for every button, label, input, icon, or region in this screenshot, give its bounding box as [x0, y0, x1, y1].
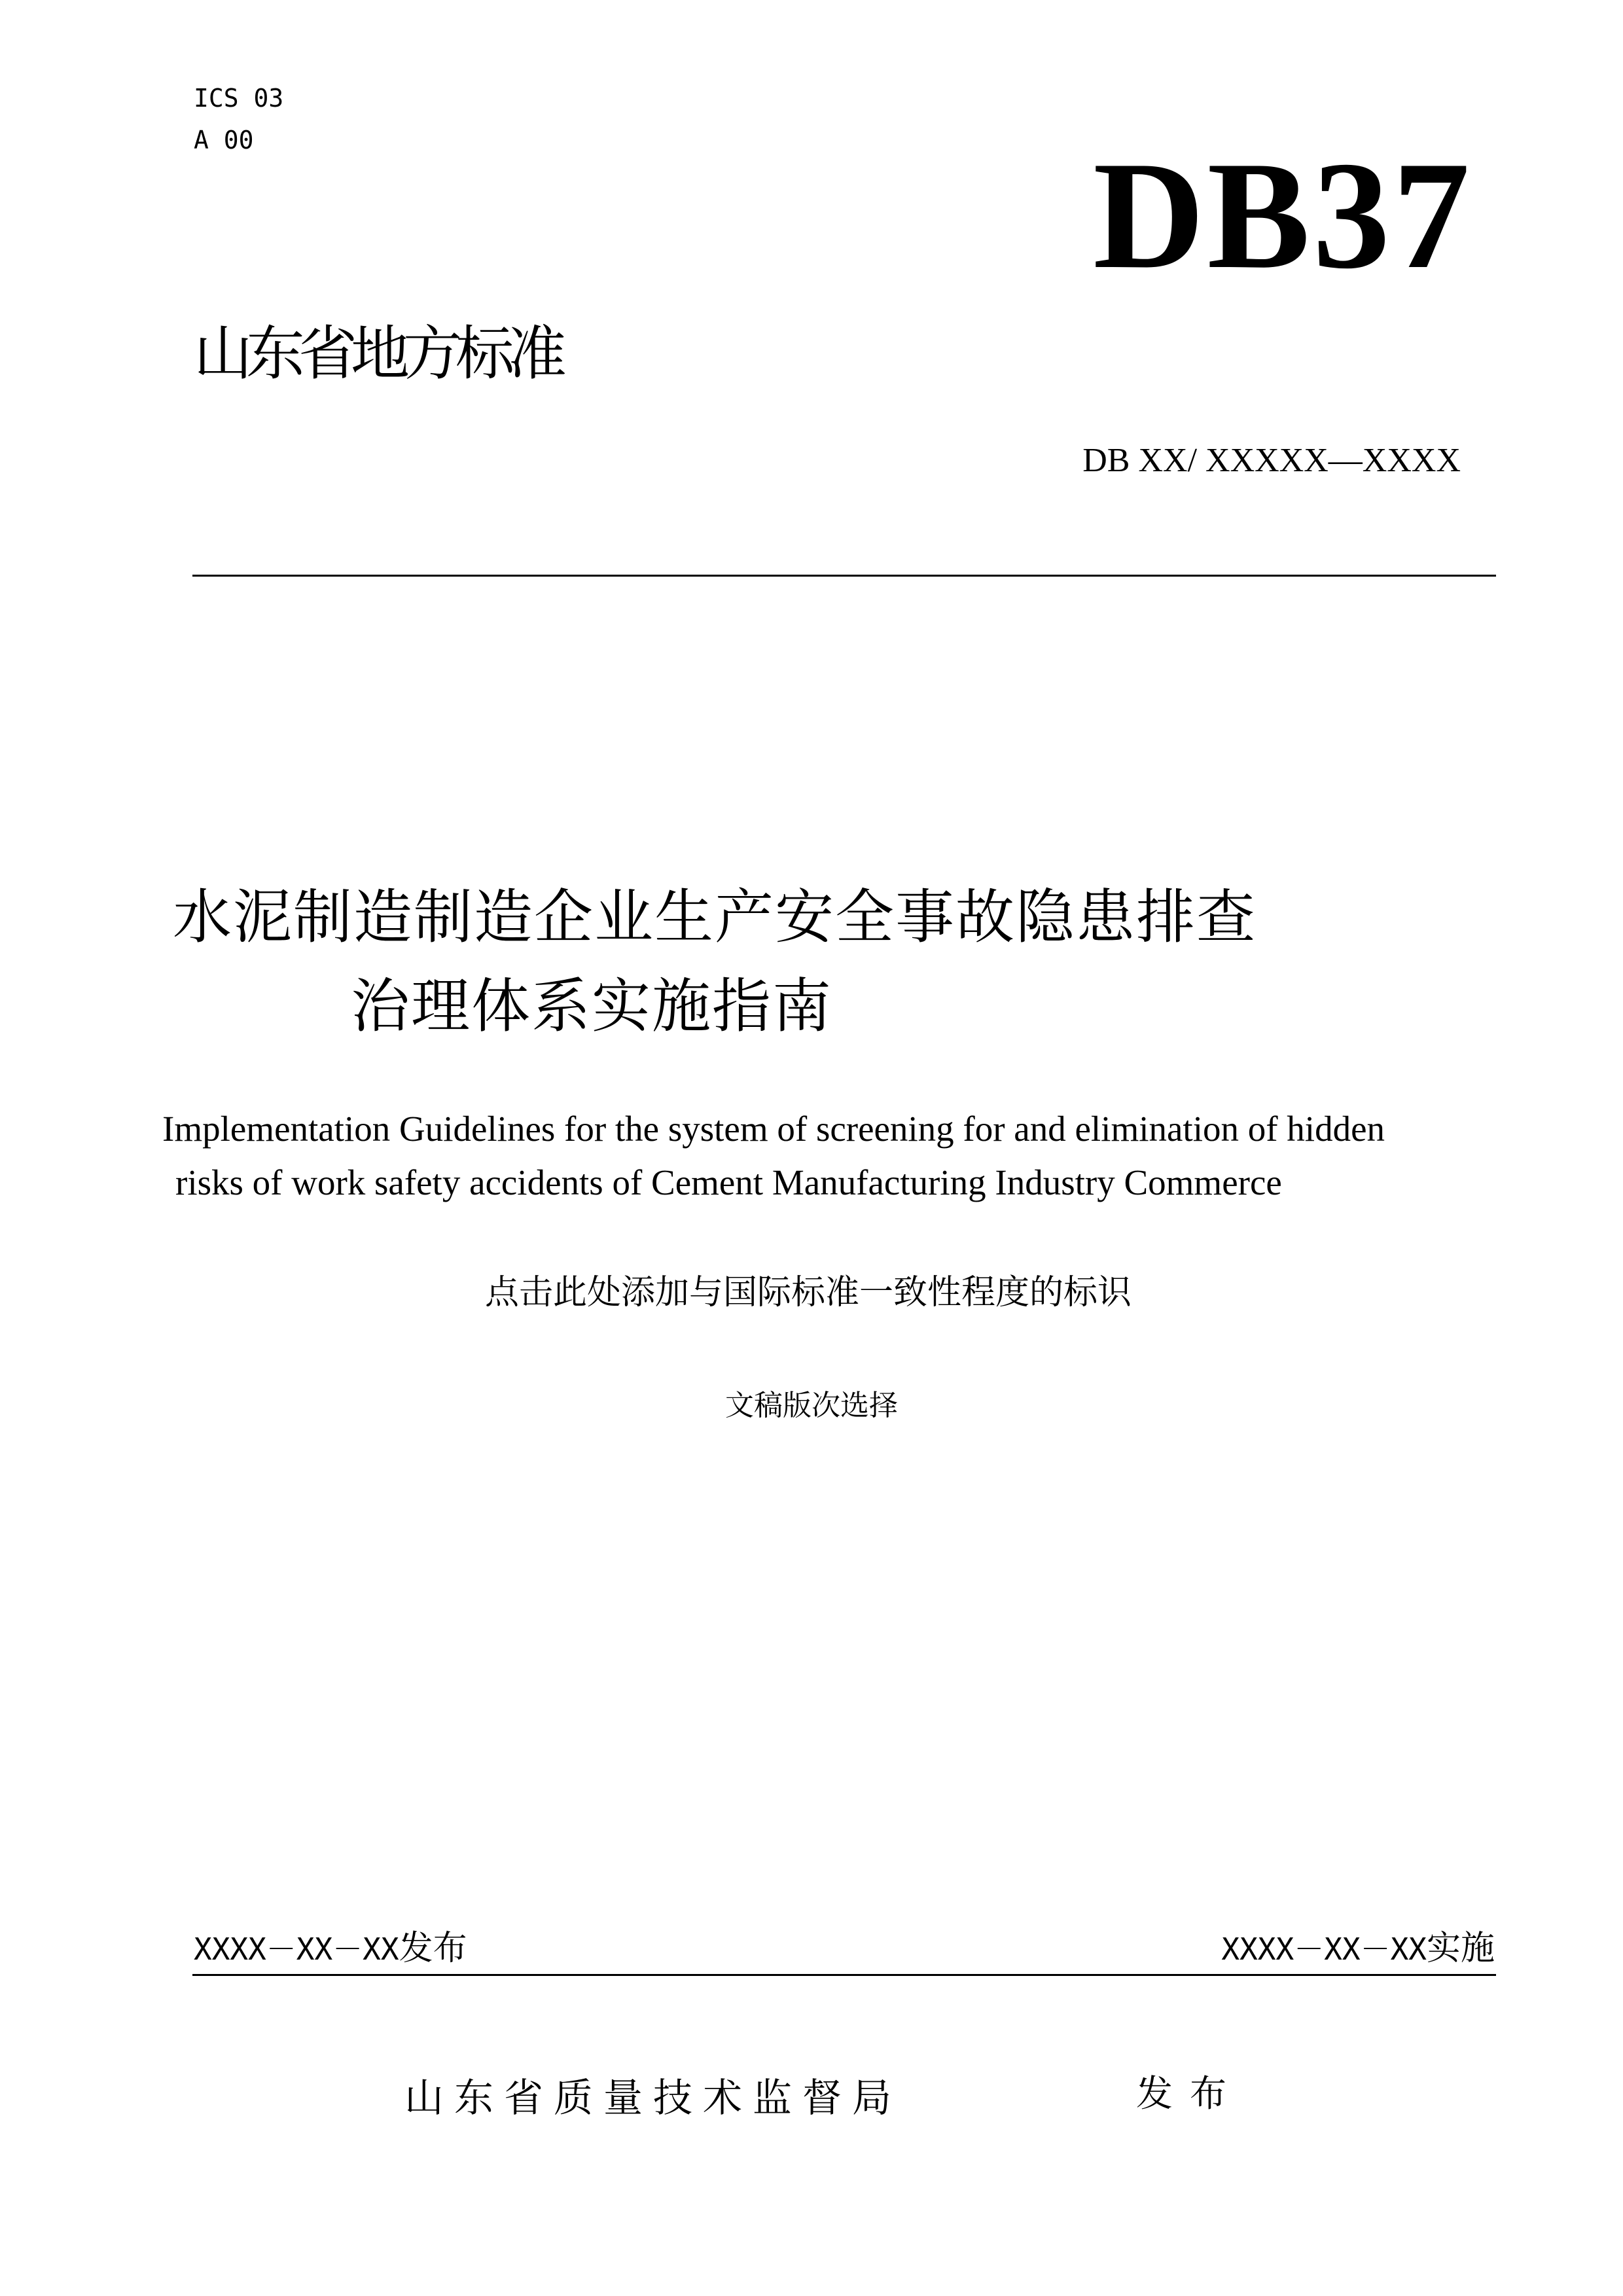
standard-kind: 山东省地方标准 — [194, 319, 560, 388]
consistency-note-field[interactable] — [0, 1270, 1623, 1316]
issue-label: 发布 — [399, 1929, 467, 1968]
impl-date-value: XXXX－XX－XX — [1221, 1931, 1427, 1967]
issue-date-value: XXXX－XX－XX — [194, 1931, 399, 1967]
consistency-note-text: 点击此处添加与国际标准一致性程度的标识 — [484, 1273, 1132, 1312]
title-en-line2: risks of work safety accidents of Cement Manufacturing Industry Commerce — [175, 1162, 1282, 1202]
title-cn-line1: 水泥制造制造企业生产安全事故隐患排查 — [173, 883, 1257, 952]
publisher-name: 山东省质量技术监督局 — [404, 2075, 902, 2121]
draft-version-select[interactable]: 文稿版次选择 — [725, 1389, 898, 1422]
impl-label: 实施 — [1426, 1929, 1495, 1968]
issue-date — [194, 1926, 467, 1972]
db-standard-code: DB37 — [1093, 130, 1472, 301]
ics-code: ICS 03 — [194, 84, 284, 113]
title-cn-line2: 治理体系实施指南 — [351, 972, 832, 1041]
top-divider — [192, 575, 1496, 577]
publish-word: 发布 — [1136, 2073, 1243, 2115]
title-en-line1: Implementation Guidelines for the system of screening for and elimination of hidden — [162, 1109, 1385, 1149]
ccs-code: A 00 — [194, 126, 254, 154]
implementation-date — [1190, 1926, 1495, 1972]
standard-number: DB XX/ XXXXX—XXXX — [1082, 442, 1461, 479]
bottom-divider — [192, 1974, 1496, 1976]
